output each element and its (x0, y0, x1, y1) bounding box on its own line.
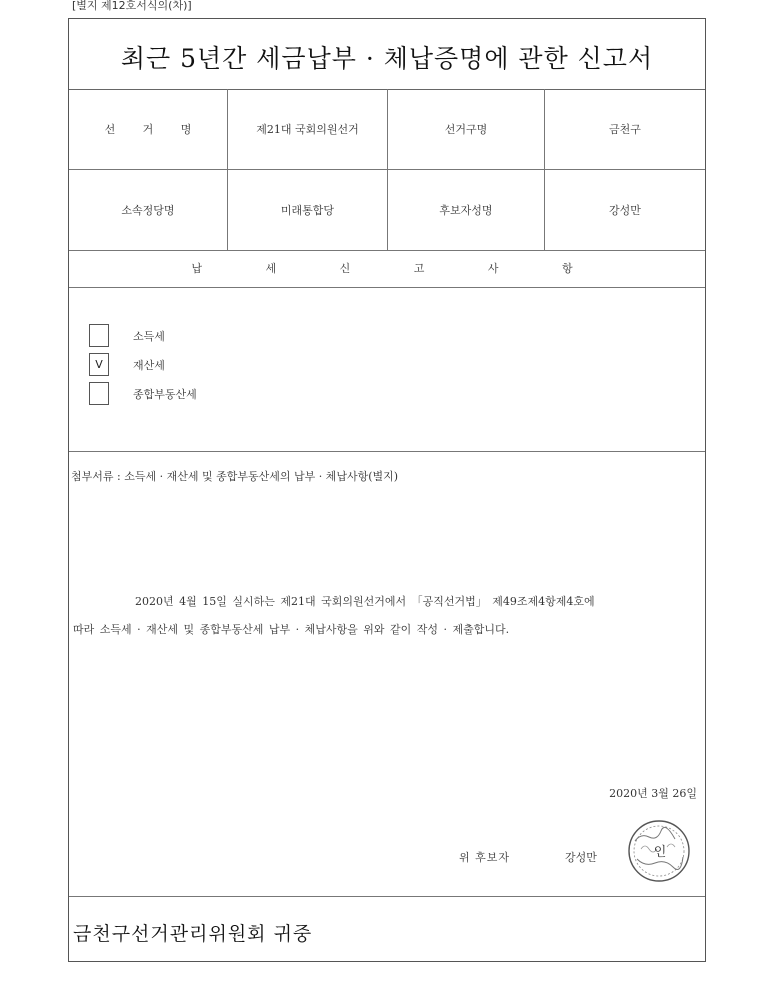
declaration-line-1: 2020년 4월 15일 실시하는 제21대 국회의원선거에서 「공직선거법」 제49조제4항제4호에 (135, 595, 595, 608)
tax-label-property: 재산세 (133, 358, 165, 372)
tax-checkbox-comprehensive-real-estate[interactable] (89, 382, 109, 405)
candidate-value: 강성만 (609, 204, 641, 217)
divider-line (69, 451, 705, 452)
declaration-form (68, 18, 706, 962)
submission-date: 2020년 3월 26일 (609, 787, 697, 800)
info-row-candidate (69, 170, 705, 251)
tax-item-property (89, 352, 197, 377)
tax-report-section-heading: 납 세 신 고 사 항 (69, 249, 705, 288)
district-label: 선거구명 (388, 89, 545, 169)
election-name-value: 제21대 국회의원선거 (228, 89, 388, 169)
recipient-committee: 금천구선거관리위원회 귀중 (73, 923, 313, 945)
candidate-info-table (69, 89, 705, 249)
form-title: 최근 5년간 세금납부 · 체납증명에 관한 신고서 (120, 44, 654, 73)
tax-checklist (89, 323, 197, 410)
party-value: 미래통합당 (228, 170, 388, 250)
attachments-note: 첨부서류 : 소득세 · 재산세 및 종합부동산세의 납부 · 체납사항(별지) (71, 470, 399, 483)
tax-item-comprehensive-real-estate (89, 381, 197, 406)
info-row-election (69, 89, 705, 170)
divider-line (69, 896, 705, 897)
signature-label: 위 후보자 (459, 851, 511, 864)
tax-item-income (89, 323, 197, 348)
signature-name: 강성만 (565, 851, 597, 864)
declaration-line-2: 따라 소득세 · 재산세 및 종합부동산세 납부 · 체납사항을 위와 같이 작성 · 제출합니다. (73, 623, 510, 636)
form-code: [별지 제12호서식의(차)] (72, 0, 192, 12)
district-value: 금천구 (609, 123, 641, 136)
tax-checkbox-property[interactable]: V (89, 353, 109, 376)
election-name-label: 선 거 명 (69, 89, 228, 169)
seal-text: 인 (653, 845, 667, 860)
official-seal-stamp (621, 819, 697, 883)
tax-label-comprehensive-real-estate: 종합부동산세 (133, 387, 197, 401)
candidate-label: 후보자성명 (388, 170, 545, 250)
tax-label-income: 소득세 (133, 329, 165, 343)
tax-checkbox-income[interactable] (89, 324, 109, 347)
title-row (69, 19, 705, 90)
party-label: 소속정당명 (69, 170, 228, 250)
